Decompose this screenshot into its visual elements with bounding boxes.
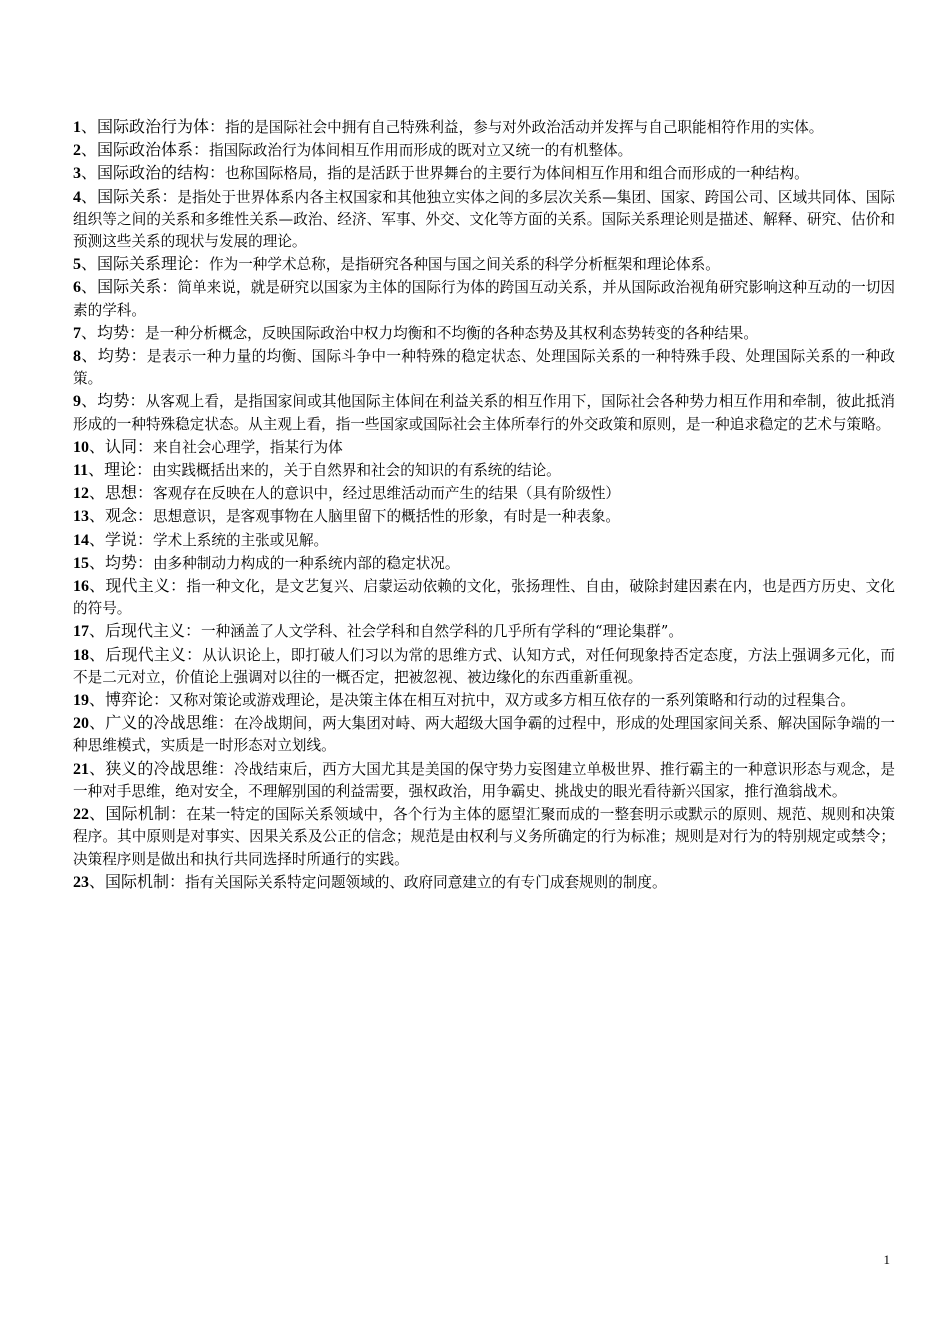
definition-entry [73, 644, 895, 689]
entry-number: 21 [73, 760, 89, 778]
entry-term: 、国际政治行为体： [81, 117, 226, 136]
entry-term: 、现代主义： [89, 576, 187, 596]
entry-term: 、均势： [81, 346, 147, 366]
definition-entry [73, 758, 895, 803]
entry-term: 、博弈论： [89, 690, 170, 710]
entry-number: 11 [73, 462, 89, 480]
entry-number: 2 [73, 142, 81, 160]
entry-definition: 思想意识，是客观事物在人脑里留下的概括性的形象，有时是一种表象。 [153, 508, 621, 526]
entry-number: 22 [73, 806, 89, 824]
entry-number: 5 [73, 256, 81, 274]
page-number: 1 [883, 1252, 890, 1267]
definition-entry [73, 575, 895, 620]
definition-entry [73, 436, 895, 459]
document-body [73, 116, 895, 894]
entry-term: 、均势： [81, 322, 146, 342]
entry-number: 23 [73, 873, 89, 891]
entry-definition: 一种涵盖了人文学科、社会学科和自然学科的几乎所有学科的“理论集群”。 [201, 623, 683, 641]
entry-definition: 又称对策论或游戏理论，是决策主体在相互对抗中，双方或多方相互依存的一系列策略和行动的过程集合。 [169, 692, 855, 710]
entry-number: 15 [73, 554, 89, 572]
entry-term: 、理论： [88, 460, 153, 480]
entry-term: 、思想： [89, 483, 154, 503]
entry-term: 、学说： [89, 529, 154, 549]
entry-number: 3 [73, 165, 81, 183]
definition-entry [73, 345, 895, 390]
entry-term: 、国际关系： [81, 186, 178, 206]
definition-entry [73, 139, 895, 162]
entry-term: 、观念： [89, 506, 154, 526]
entry-number: 17 [73, 623, 89, 641]
entry-term: 、认同： [89, 436, 154, 456]
entry-definition: 指一种文化，是文艺复兴、启蒙运动依赖的文化，张扬理性、自由，破除封建因素在内，也是西方历史、文化的符号。 [73, 578, 895, 618]
definition-entry [73, 803, 895, 871]
entry-term: 、国际机制： [89, 804, 187, 824]
entry-definition: 也称国际格局，指的是活跃于世界舞台的主要行为体间相互作用和组合而形成的一种结构。 [225, 165, 809, 183]
definition-entry [73, 482, 895, 505]
definition-entry [73, 505, 895, 528]
definition-entry [73, 712, 895, 757]
entry-term: 、广义的冷战思维： [89, 713, 234, 733]
entry-definition: 指有关国际关系特定问题领域的、政府同意建立的有专门成套规则的制度。 [185, 873, 667, 891]
entry-definition: 学术上系统的主张或见解。 [153, 531, 329, 549]
entry-definition: 在冷战期间，两大集团对峙、两大超级大国争霸的过程中，形成的处理国家间关系、解决国际争端的一种思维模式，实质是一时形态对立划线。 [73, 715, 895, 755]
entry-definition: 指的是国际社会中拥有自己特殊利益，参与对外政治活动并发挥与自己职能相符作用的实体。 [225, 119, 824, 136]
entry-term: 、国际机制： [89, 871, 186, 891]
entry-term: 、后现代主义： [89, 644, 203, 664]
definition-entry [73, 276, 895, 321]
entry-term: 、国际关系理论： [81, 254, 210, 274]
entry-number: 19 [73, 692, 89, 710]
definition-entry [73, 162, 895, 185]
entry-definition: 从客观上看，是指国家间或其他国际主体间在利益关系的相互作用下，国际社会各种势力相互作用和牵制，彼此抵消形成的一种特殊稳定状态。从主观上看，指一些国家或国际社会主体所奉行的外交政策和原则，是一种追求稳定的艺术与策略。 [73, 393, 895, 433]
entry-term: 、均势： [89, 552, 154, 572]
definition-entry [73, 529, 895, 552]
definition-entry [73, 253, 895, 276]
definition-entry [73, 116, 895, 139]
entry-definition: 作为一种学术总称，是指研究各种国与国之间关系的科学分析框架和理论体系。 [209, 256, 720, 274]
definition-entry [73, 322, 895, 345]
entry-definition: 从认识论上，即打破人们习以为常的思维方式、认知方式，对任何现象持否定态度，方法上强调多元化，而不是二元对立，价值论上强调对以往的一概否定，把被忽视、被边缘化的东西重新重视。 [73, 646, 895, 686]
entry-number: 13 [73, 508, 89, 526]
entry-number: 12 [73, 485, 89, 503]
entry-number: 14 [73, 531, 89, 549]
entry-definition: 是一种分析概念，反映国际政治中权力均衡和不均衡的各种态势及其权利态势转变的各种结果。 [145, 324, 758, 342]
entry-definition: 简单来说，就是研究以国家为主体的国际行为体的跨国互动关系，并从国际政治视角研究影响这种互动的一切因素的学科。 [73, 279, 895, 319]
definition-entry [73, 620, 895, 643]
entry-definition: 由实践概括出来的，关于自然界和社会的知识的有系统的结论。 [152, 462, 561, 480]
entry-number: 9 [73, 393, 81, 411]
entry-number: 1 [73, 119, 81, 136]
entry-definition: 是表示一种力量的均衡、国际斗争中一种特殊的稳定状态、处理国际关系的一种特殊手段、处理国际关系的一种政策。 [73, 348, 895, 388]
entry-number: 10 [73, 438, 89, 456]
entry-definition: 在某一特定的国际关系领域中，各个行为主体的愿望汇聚而成的一整套明示或默示的原则、规范、规则和决策程序。其中原则是对事实、因果关系及公正的信念；规范是由权利与义务所确定的行为标准；规则是对行为的特别规定或禁令；决策程序则是做出和执行共同选择时所通行的实践。 [73, 806, 895, 868]
definition-entry [73, 186, 895, 254]
entry-number: 20 [73, 715, 89, 733]
definition-entry [73, 459, 895, 482]
entry-term: 、均势： [81, 391, 146, 411]
entry-number: 16 [73, 578, 89, 596]
entry-term: 、后现代主义： [89, 621, 202, 641]
entry-definition: 冷战结束后，西方大国尤其是美国的保守势力妄图建立单极世界、推行霸主的一种意识形态与观念，是一种对手思维，绝对安全，不理解别国的利益需要，强权政治，用争霸史、挑战史的眼光看待新兴国家，推行渔翁战术。 [73, 760, 895, 800]
entry-number: 4 [73, 188, 81, 206]
definition-entry [73, 689, 895, 712]
entry-definition: 客观存在反映在人的意识中，经过思维活动而产生的结果（具有阶级性） [153, 485, 621, 503]
entry-number: 18 [73, 646, 89, 664]
entry-term: 、国际政治体系： [81, 140, 210, 160]
definition-entry [73, 390, 895, 435]
definition-entry [73, 552, 895, 575]
entry-definition: 来自社会心理学，指某行为体 [153, 438, 343, 456]
entry-term: 、狭义的冷战思维： [89, 758, 234, 778]
entry-number: 7 [73, 324, 81, 342]
entry-term: 、国际政治的结构： [81, 163, 226, 183]
entry-definition: 指国际政治行为体间相互作用而形成的既对立又统一的有机整体。 [209, 142, 633, 160]
entry-number: 8 [73, 348, 81, 366]
definition-entry [73, 871, 895, 894]
entry-number: 6 [73, 279, 81, 297]
entry-term: 、国际关系： [81, 277, 178, 297]
entry-definition: 是指处于世界体系内各主权国家和其他独立实体之间的多层次关系—集团、国家、跨国公司、区域共同体、国际组织等之间的关系和多维性关系—政治、经济、军事、外交、文化等方面的关系。国际关系理论则是描述、解释、研究、估价和预测这些关系的现状与发展的理论。 [73, 188, 895, 251]
entry-definition: 由多种制动力构成的一种系统内部的稳定状况。 [153, 554, 460, 572]
